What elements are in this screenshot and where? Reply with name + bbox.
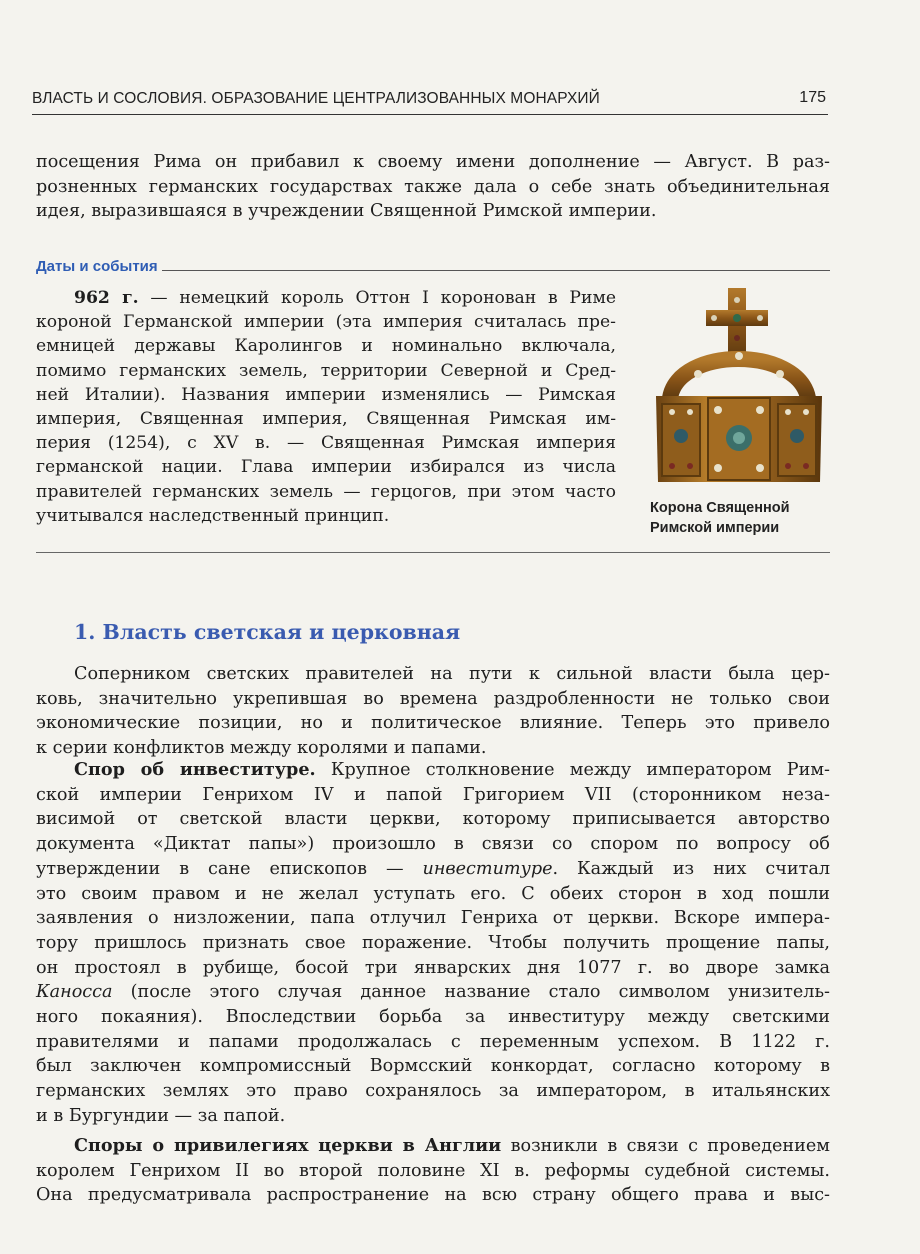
crown-image (648, 286, 830, 490)
italic-term: инвеституре (422, 858, 553, 879)
text-line: был заключен компромиссный Вормсский конкордат, согласно которому в (36, 1056, 830, 1077)
text-line (36, 758, 830, 783)
text-line (36, 1134, 830, 1159)
intro-paragraph (36, 150, 830, 224)
text-line: короной Германской империи (эта империя считалась пре- (36, 312, 616, 333)
paragraph (36, 662, 830, 761)
bold-lead: Споры о привилегиях церкви в Англии (74, 1135, 502, 1156)
text-line: документа «Диктат папы») произошло в связи со спором по вопросу об (36, 834, 830, 855)
text-run: возникли в связи с проведением (501, 1136, 830, 1156)
text-run: утверждении в сане епископов — (36, 858, 423, 879)
text-line: германской нации. Глава империи избирался из числа (36, 457, 616, 478)
text-line: империя, Священная империя, Священная Римская им- (36, 409, 616, 430)
text-line: емницей державы Каролингов и номинально включала, (36, 336, 616, 357)
chapter-title: ВЛАСТЬ И СОСЛОВИЯ. ОБРАЗОВАНИЕ ЦЕНТРАЛИЗОВАННЫХ МОНАРХИЙ (32, 90, 600, 107)
text-line: ного покаяния). Впоследствии борьба за инвеституру между светскими (36, 1007, 830, 1028)
text-line: правителей германских земель — герцогов, при этом часто (36, 481, 616, 502)
text-line: ней Италии). Названия империи изменялись — Римская (36, 384, 616, 405)
dates-events-text (36, 286, 616, 528)
date-bold: 962 г. (74, 288, 139, 308)
text-line: это своим правом и не желал уступать его. С обеих сторон в ход пошли (36, 883, 830, 904)
text-line: учитывался наследственный принцип. (36, 505, 390, 526)
text-line: перия (1254), с XV в. — Священная Римская империя (36, 433, 616, 454)
dates-events-label: Даты и события (36, 258, 158, 275)
text-line (36, 857, 830, 882)
page-number: 175 (799, 89, 826, 106)
text-run: . Каждый из них считал (552, 858, 831, 879)
text-run: — немецкий король Оттон I коронован в Риме (138, 288, 616, 308)
running-header (32, 88, 828, 115)
text-line: идея, выразившаяся в учреждении Священной Римской империи. (36, 201, 657, 222)
heading-rule (162, 270, 830, 271)
section-divider (36, 552, 830, 553)
text-line: он простоял в рубище, босой три январских дня 1077 г. во дворе замка (36, 957, 830, 978)
caption-line: Корона Священной (650, 500, 790, 516)
image-caption (650, 498, 840, 538)
text-line: тору пришлось признать свое поражение. Чтобы получить прощение папы, (36, 932, 830, 953)
caption-line: Римской империи (650, 520, 780, 536)
text-run: (после этого случая данное название стало символом унизитель- (112, 982, 830, 1003)
text-line: королем Генрихом II во второй половине XI в. реформы судебной системы. (36, 1160, 830, 1181)
text-line: Соперником светских правителей на пути к сильной власти была цер- (74, 664, 830, 684)
text-line: экономические позиции, но и политическое влияние. Теперь это привело (36, 713, 830, 734)
text-line: Она предусматривала распространение на всю страну общего права и выс- (36, 1185, 830, 1206)
text-line: германских землях это право сохранялось за императором, в итальянских (36, 1081, 830, 1102)
dates-events-heading (36, 253, 830, 275)
paragraph (36, 758, 830, 1129)
text-line (36, 980, 830, 1005)
text-line: к серии конфликтов между королями и папами. (36, 738, 487, 759)
italic-term: Каносса (36, 982, 113, 1003)
text-line: розненных германских государствах также дала о себе знать объединительная (36, 176, 830, 197)
section-heading: 1. Власть светская и церковная (74, 620, 461, 644)
text-line: помимо германских земель, территории Северной и Сред- (36, 360, 616, 381)
text-run: Крупное столкновение между императором Рим- (315, 760, 830, 780)
text-line: правителями и папами продолжалась с переменным успехом. В 1122 г. (36, 1031, 830, 1052)
text-line: посещения Рима он прибавил к своему имени дополнение — Август. В раз- (36, 152, 830, 172)
text-line (36, 286, 616, 310)
text-line: ской империи Генрихом IV и папой Григорием VII (сторонником неза- (36, 784, 830, 805)
text-line: висимой от светской власти церкви, которому приписывается авторство (36, 809, 830, 830)
text-line: заявления о низложении, папа отлучил Генриха от церкви. Вскоре импера- (36, 908, 830, 929)
paragraph (36, 1134, 830, 1208)
text-line: и в Бургундии — за папой. (36, 1105, 286, 1126)
text-line: ковь, значительно укрепившая во времена раздробленности не только свои (36, 688, 830, 709)
bold-lead: Спор об инвеститурe. (74, 759, 316, 780)
